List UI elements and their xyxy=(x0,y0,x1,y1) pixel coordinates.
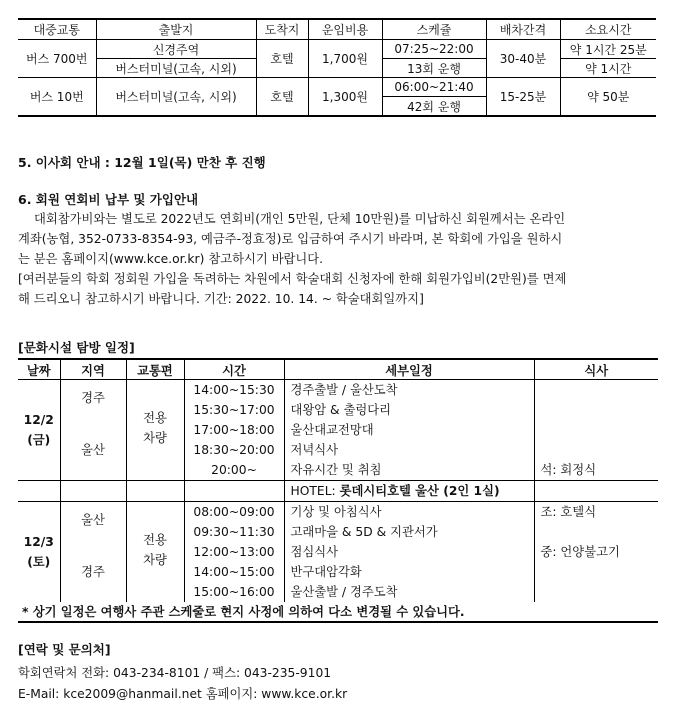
day1-region-cell xyxy=(60,380,126,481)
day2-meal2: 중: 언양불고기 xyxy=(540,545,620,559)
transit-table xyxy=(18,18,656,117)
hotel-spacer xyxy=(126,481,184,502)
transit-header-row xyxy=(18,19,656,40)
bus10-destination: 호텔 xyxy=(256,78,308,117)
detail-item: 대왕암 & 출렁다리 xyxy=(290,403,392,417)
divider xyxy=(18,621,658,623)
day1-region2: 울산 xyxy=(81,443,105,457)
day2-region1: 울산 xyxy=(81,513,105,527)
time-slot: 15:30~17:00 xyxy=(193,403,275,417)
day1-date: 12/2 xyxy=(23,413,54,427)
detail-item: 울산대교전망대 xyxy=(290,423,374,437)
day2-details xyxy=(284,502,534,603)
table-row xyxy=(18,380,658,481)
header-region: 지역 xyxy=(60,359,126,380)
bus10-time: 약 50분 xyxy=(560,78,656,117)
section6-line: 는 분은 홈페이지(www.kce.or.kr) 참고하시기 바랍니다. xyxy=(18,252,324,266)
bus700-schedule: 07:25~22:00 xyxy=(382,40,486,59)
bus700-origin1: 신경주역 xyxy=(96,40,256,59)
section6-line: 대회참가비와는 별도로 2022년도 연회비(개인 5만원, 단체 10만원)를 미납하신 회원께서는 온라인 xyxy=(34,212,566,226)
detail-item: 반구대암각화 xyxy=(290,565,362,579)
section6-line: 해 드리오니 참고하시기 바랍니다. 기간: 2022. 10. 14. ~ 학술대회일까지] xyxy=(18,292,424,306)
detail-item: 점심식사 xyxy=(290,545,339,559)
header-duration: 소요시간 xyxy=(560,19,656,40)
hotel-name: 롯데시티호텔 울산 (2인 1실) xyxy=(339,484,500,498)
time-slot: 18:30~20:00 xyxy=(193,443,275,457)
bus10-name: 버스 10번 xyxy=(18,78,96,117)
day1-details xyxy=(284,380,534,481)
bus700-time2: 약 1시간 xyxy=(560,59,656,78)
time-slot: 12:00~13:00 xyxy=(193,545,275,559)
day2-meal-cell xyxy=(534,502,658,603)
bus10-schedule: 06:00~21:40 xyxy=(382,78,486,97)
day1-region1: 경주 xyxy=(81,391,105,405)
day2-meal1: 조: 호텔식 xyxy=(540,505,597,519)
header-time: 시간 xyxy=(184,359,284,380)
day2-transport1: 전용 xyxy=(143,533,167,547)
bus700-destination: 호텔 xyxy=(256,40,308,78)
day1-date-cell xyxy=(18,380,60,481)
hotel-spacer xyxy=(534,481,658,502)
header-destination: 도착지 xyxy=(256,19,308,40)
day1-transport2: 차량 xyxy=(143,431,167,445)
bus10-runs: 42회 운행 xyxy=(382,97,486,117)
header-transport: 대중교통 xyxy=(18,19,96,40)
detail-item: 경주출발 / 울산도착 xyxy=(290,383,398,397)
time-slot: 08:00~09:00 xyxy=(193,505,275,519)
table-row xyxy=(18,502,658,603)
time-slot: 14:00~15:30 xyxy=(193,383,275,397)
table-row xyxy=(18,78,656,97)
hotel-spacer xyxy=(184,481,284,502)
day1-times xyxy=(184,380,284,481)
detail-item: 울산출발 / 경주도착 xyxy=(290,585,398,599)
hotel-cell xyxy=(284,481,534,502)
day2-date-cell xyxy=(18,502,60,603)
culture-heading: [문화시설 탐방 일정] xyxy=(18,340,135,355)
detail-item: 고래마을 & 5D & 지관서가 xyxy=(290,525,438,539)
header-fare: 운임비용 xyxy=(308,19,382,40)
day1-transport-cell xyxy=(126,380,184,481)
table-row xyxy=(18,40,656,59)
bus10-interval: 15-25분 xyxy=(486,78,560,117)
contact-phone: 학회연락처 전화: 043-234-8101 / 팩스: 043-235-9101 xyxy=(18,666,332,680)
header-schedule: 스케쥴 xyxy=(382,19,486,40)
hotel-label: HOTEL: xyxy=(290,484,340,498)
day1-meal: 석: 회정식 xyxy=(540,463,597,477)
detail-item: 저녁식사 xyxy=(290,443,339,457)
day2-date: 12/3 xyxy=(23,535,54,549)
day2-times xyxy=(184,502,284,603)
hotel-spacer xyxy=(18,481,60,502)
header-meal: 식사 xyxy=(534,359,658,380)
section6-line: [여러분들의 학회 정회원 가입을 독려하는 차원에서 학술대회 신청자에 한해 회원가입비(2만원)를 면제 xyxy=(18,272,567,286)
day2-region2: 경주 xyxy=(81,565,105,579)
time-slot: 17:00~18:00 xyxy=(193,423,275,437)
time-slot: 15:00~16:00 xyxy=(193,585,275,599)
hotel-row xyxy=(18,481,658,502)
bus10-origin: 버스터미널(고속, 시외) xyxy=(96,78,256,117)
bus700-interval: 30-40분 xyxy=(486,40,560,78)
header-details: 세부일정 xyxy=(284,359,534,380)
header-date: 날짜 xyxy=(18,359,60,380)
bus10-fare: 1,300원 xyxy=(308,78,382,117)
schedule-note: * 상기 일정은 여행사 주관 스케줄로 현지 사정에 의하여 다소 변경될 수 있습니다. xyxy=(22,605,465,619)
section6-body xyxy=(18,209,658,309)
section6-heading: 6. 회원 연회비 납부 및 가입안내 xyxy=(18,192,199,207)
day1-transport1: 전용 xyxy=(143,411,167,425)
day1-meal-cell xyxy=(534,380,658,481)
day2-transport-cell xyxy=(126,502,184,603)
day2-transport2: 차량 xyxy=(143,553,167,567)
time-slot: 14:00~15:00 xyxy=(193,565,275,579)
section5-heading: 5. 이사회 안내 : 12월 1일(목) 만찬 후 진행 xyxy=(18,155,266,170)
detail-item: 자유시간 및 취침 xyxy=(290,463,382,477)
bus700-runs: 13회 운행 xyxy=(382,59,486,78)
day1-weekday: (금) xyxy=(27,433,51,447)
detail-item: 기상 및 아침식사 xyxy=(290,505,382,519)
hotel-spacer xyxy=(60,481,126,502)
bus700-name: 버스 700번 xyxy=(18,40,96,78)
time-slot: 09:30~11:30 xyxy=(193,525,275,539)
culture-table xyxy=(18,358,658,602)
time-slot: 20:00~ xyxy=(211,463,257,477)
day2-region-cell xyxy=(60,502,126,603)
bus700-origin2: 버스터미널(고속, 시외) xyxy=(96,59,256,78)
header-interval: 배차간격 xyxy=(486,19,560,40)
culture-header-row xyxy=(18,359,658,380)
day2-weekday: (토) xyxy=(27,555,51,569)
contact-email: E-Mail: kce2009@hanmail.net 홈페이지: www.kce.or.kr xyxy=(18,687,348,701)
header-transport: 교통편 xyxy=(126,359,184,380)
contact-heading: [연락 및 문의처] xyxy=(18,642,111,657)
bus700-time1: 약 1시간 25분 xyxy=(560,40,656,59)
bus700-fare: 1,700원 xyxy=(308,40,382,78)
header-origin: 출발지 xyxy=(96,19,256,40)
section6-line: 계좌(농협, 352-0733-8354-93, 예금주-정효정)로 입금하여 주시기 바라며, 본 학회에 가입을 원하시 xyxy=(18,232,563,246)
